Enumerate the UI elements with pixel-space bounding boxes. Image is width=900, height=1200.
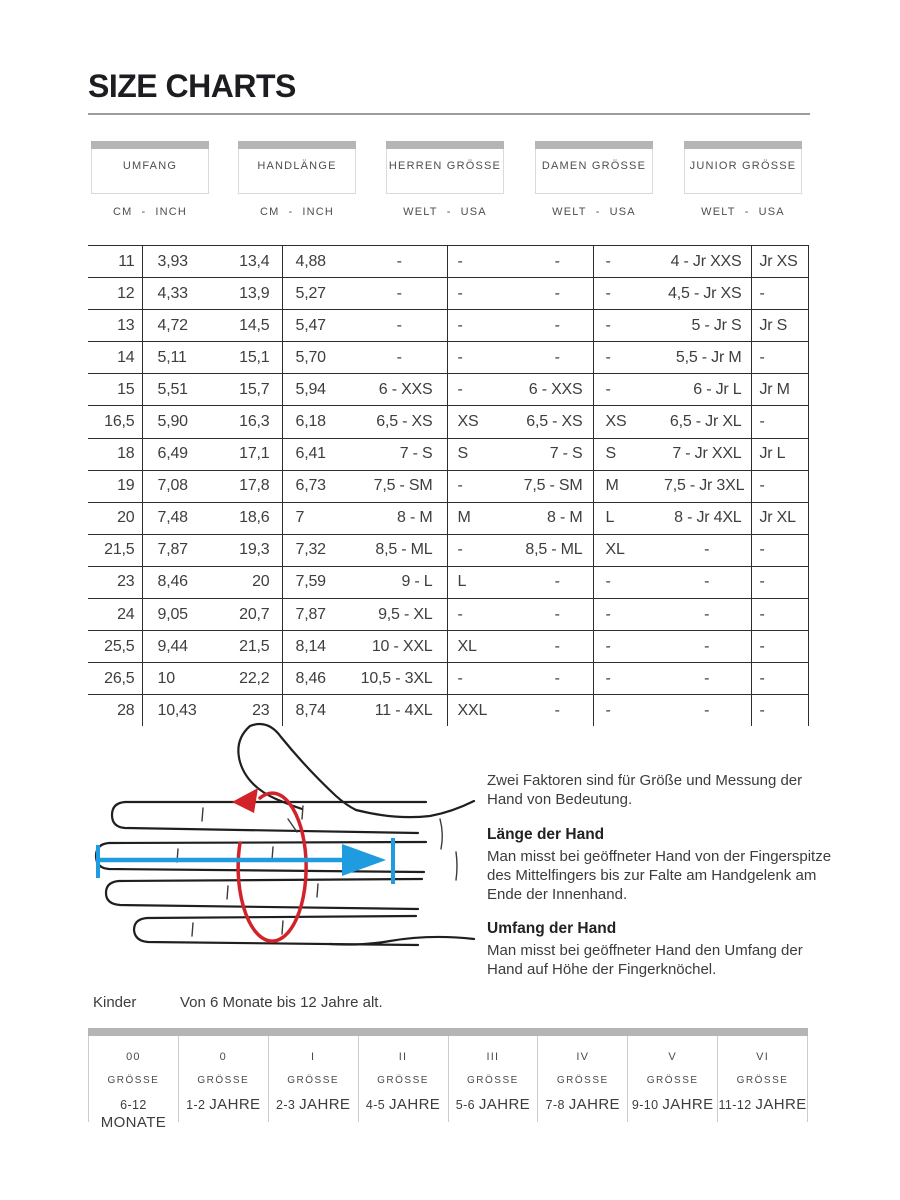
size-table-cell: 20,7 (212, 599, 282, 631)
header-gray-bar (684, 141, 802, 149)
size-table-cell: 4,72 (142, 310, 212, 342)
unit-separator: - (744, 206, 750, 218)
units-herren (386, 206, 504, 218)
kids-age-range (269, 1096, 358, 1114)
size-table-cell: 17,1 (212, 438, 282, 470)
size-table-cell: 7,5 - SM (352, 470, 447, 502)
kids-intro-row (93, 994, 383, 1011)
size-table-cell: 19,3 (212, 534, 282, 566)
kids-unit-label: GRÖSSE (467, 1075, 519, 1086)
size-table-cell: 10,5 - 3XL (352, 663, 447, 695)
unit-right: INCH (302, 206, 335, 218)
size-table-body (88, 246, 808, 727)
units-umfang (91, 206, 209, 218)
size-table-cell: 13,9 (212, 278, 282, 310)
finger-crease (227, 886, 228, 899)
size-table-cell: - (663, 599, 751, 631)
size-table-row (88, 663, 808, 695)
kids-age-word: JAHRE (389, 1096, 441, 1113)
kids-unit-label: GRÖSSE (197, 1075, 250, 1086)
column-header-junior (684, 141, 802, 194)
kids-age-number: 2-3 (276, 1098, 300, 1112)
size-table-cell: - (751, 470, 808, 502)
size-table-cell: 21,5 (212, 631, 282, 663)
size-table-cell: 7,08 (142, 470, 212, 502)
size-table-cell: 5,11 (142, 342, 212, 374)
size-table-cell: - (751, 534, 808, 566)
size-table-cell: 7 - S (352, 438, 447, 470)
group-label: DAMEN GRÖSSE (541, 160, 647, 172)
kids-age-word: JAHRE (662, 1096, 714, 1113)
size-table-cell: M (593, 470, 663, 502)
size-table-cell: Jr L (751, 438, 808, 470)
hand-top-edge (356, 801, 474, 817)
size-table-cell: - (663, 534, 751, 566)
finger-crease (317, 884, 318, 897)
size-table-cell: M (447, 502, 522, 534)
kids-size-cell (179, 1036, 269, 1122)
size-table-cell: - (447, 470, 522, 502)
size-table-cell: 8,46 (282, 663, 352, 695)
size-table-cell: - (593, 663, 663, 695)
size-table-cell: 19 (88, 470, 142, 502)
kids-size-cell (89, 1036, 179, 1131)
size-table-cell: 4,33 (142, 278, 212, 310)
column-header-handlaenge (238, 141, 356, 194)
ring-finger (106, 879, 422, 909)
kids-age-number: 4-5 (365, 1098, 390, 1112)
size-table-cell: 4 - Jr XXS (663, 246, 751, 278)
size-table-row (88, 342, 808, 374)
size-table-cell: Jr S (751, 310, 808, 342)
size-table-cell: 4,88 (282, 246, 352, 278)
size-table-cell: 8,5 - ML (352, 534, 447, 566)
size-table-cell: - (663, 663, 751, 695)
size-table-cell: 6,49 (142, 438, 212, 470)
size-table-row (88, 502, 808, 534)
size-table-cell: 5,27 (282, 278, 352, 310)
size-table-cell: - (593, 695, 663, 727)
size-table-cell: 11 (88, 246, 142, 278)
kids-size-cell (269, 1036, 359, 1122)
size-table-cell: - (522, 599, 593, 631)
size-table-cell: XL (447, 631, 522, 663)
page-title: SIZE CHARTS (88, 68, 296, 104)
size-table-cell: - (522, 566, 593, 598)
size-table-cell: - (522, 631, 593, 663)
unit-left: WELT (701, 206, 736, 218)
size-table-cell: - (593, 631, 663, 663)
size-table-cell: 6 - XXS (352, 374, 447, 406)
kids-age-number: 6-12 (120, 1098, 147, 1112)
size-table-cell: - (352, 278, 447, 310)
size-table-cell: - (663, 631, 751, 663)
kids-unit-label: GRÖSSE (377, 1075, 429, 1086)
size-table-cell: 9,44 (142, 631, 212, 663)
measure-info (487, 771, 832, 994)
kids-age-word: JAHRE (478, 1096, 531, 1113)
size-table-cell: 18 (88, 438, 142, 470)
kids-age-number: 7-8 (545, 1098, 569, 1112)
size-table-cell: - (447, 374, 522, 406)
hand-measure-illustration (88, 712, 483, 984)
size-table-cell: XXL (447, 695, 522, 727)
kids-size-table (88, 1028, 808, 1131)
group-label: JUNIOR GRÖSSE (689, 160, 797, 172)
units-damen (535, 206, 653, 218)
size-table-cell: 7 - S (522, 438, 593, 470)
wrist-crease (440, 819, 442, 849)
kids-age-number: 9-10 (631, 1098, 663, 1112)
measure-intro: Zwei Faktoren sind für Größe und Messung der Hand von Bedeutung. (487, 772, 803, 808)
size-table-cell: 8 - M (352, 502, 447, 534)
finger-crease (302, 806, 303, 819)
kids-size-code: III (486, 1051, 500, 1063)
column-header-damen (535, 141, 653, 194)
size-table-cell: S (447, 438, 522, 470)
header-gray-bar (535, 141, 653, 149)
size-table-cell: - (522, 663, 593, 695)
unit-left: CM (259, 206, 280, 218)
measure-heading-umfang: Umfang der Hand (487, 920, 617, 937)
kids-age-range (89, 1096, 178, 1132)
thumb-inner (250, 724, 356, 810)
size-table-row (88, 631, 808, 663)
kids-age-word: JAHRE (755, 1096, 807, 1113)
kids-description: Von 6 Monate bis 12 Jahre alt. (180, 994, 383, 1011)
size-table-cell: 8 - M (522, 502, 593, 534)
header-gray-bar (91, 141, 209, 149)
size-table-row (88, 438, 808, 470)
kids-size-code: I (311, 1051, 316, 1063)
size-table-cell: - (447, 310, 522, 342)
size-table-cell: - (751, 566, 808, 598)
size-table-cell: 8,14 (282, 631, 352, 663)
size-table-cell: S (593, 438, 663, 470)
kids-size-cell (538, 1036, 628, 1122)
size-table-cell: 10,43 (142, 695, 212, 727)
size-table-cell: 25,5 (88, 631, 142, 663)
size-table-cell: - (522, 695, 593, 727)
kids-unit-label: GRÖSSE (556, 1075, 609, 1086)
size-table-cell: 15 (88, 374, 142, 406)
kids-size-code: 0 (219, 1051, 227, 1063)
measure-heading-laenge: Länge der Hand (487, 826, 605, 843)
size-table-cell: 10 - XXL (352, 631, 447, 663)
kids-size-code: V (668, 1051, 677, 1063)
size-table-cell: - (352, 246, 447, 278)
size-table-row (88, 246, 808, 278)
size-table-cell: 23 (212, 695, 282, 727)
size-table-cell: 17,8 (212, 470, 282, 502)
unit-right: USA (758, 206, 785, 218)
kids-age-number: 1-2 (186, 1098, 210, 1112)
kids-gray-bar (88, 1028, 808, 1036)
size-table-cell: 20 (212, 566, 282, 598)
size-table-cell: 6,41 (282, 438, 352, 470)
size-table-cell: - (522, 342, 593, 374)
kids-age-range (538, 1096, 627, 1114)
size-table-cell: Jr XL (751, 502, 808, 534)
wrist-crease (456, 852, 457, 880)
size-table-cell: - (522, 246, 593, 278)
size-table-cell: - (593, 342, 663, 374)
size-table-cell: 9 - L (352, 566, 447, 598)
size-table-cell: 5,51 (142, 374, 212, 406)
size-table-cell: 14 (88, 342, 142, 374)
size-table-row (88, 470, 808, 502)
size-table-cell: - (522, 278, 593, 310)
size-table-cell: 11 - 4XL (352, 695, 447, 727)
circumference-arrowhead (232, 788, 258, 813)
hand-length-arrow (98, 838, 393, 884)
size-table-cell: 7,87 (282, 599, 352, 631)
size-table-cell: L (447, 566, 522, 598)
size-table-cell: Jr M (751, 374, 808, 406)
size-table-cell: - (663, 566, 751, 598)
size-table-cell: - (352, 342, 447, 374)
size-table-cell: - (447, 663, 522, 695)
kids-age-range (179, 1096, 268, 1114)
kids-unit-label: GRÖSSE (107, 1075, 160, 1086)
size-table-cell: - (593, 566, 663, 598)
size-table-cell: Jr XS (751, 246, 808, 278)
hand-illustration-svg (88, 712, 483, 984)
size-table-cell: 16,5 (88, 406, 142, 438)
kids-age-word: JAHRE (209, 1096, 261, 1113)
kids-age-word: JAHRE (568, 1096, 620, 1113)
size-table-cell: - (593, 310, 663, 342)
size-table-cell: 8,46 (142, 566, 212, 598)
size-table-cell: 7,32 (282, 534, 352, 566)
size-table-cell: 5 - Jr S (663, 310, 751, 342)
kids-unit-label: GRÖSSE (736, 1075, 789, 1086)
size-table-cell: - (447, 342, 522, 374)
size-table-cell: - (751, 663, 808, 695)
size-table-row (88, 599, 808, 631)
size-table-cell: 7,5 - Jr 3XL (663, 470, 751, 502)
kids-label: Kinder (93, 994, 137, 1011)
size-table-cell: 16,3 (212, 406, 282, 438)
size-table-cell: - (447, 534, 522, 566)
measure-body-laenge: Man misst bei geöffneter Hand von der Fingerspitze des Mittelfingers bis zur Falte am Handgelenk am Ende der Innenhand. (487, 848, 832, 903)
size-table-cell: XS (447, 406, 522, 438)
size-table-row (88, 374, 808, 406)
size-table-cell: 7,48 (142, 502, 212, 534)
kids-size-code: 00 (126, 1051, 141, 1063)
size-table-row (88, 278, 808, 310)
size-table-cell: 18,6 (212, 502, 282, 534)
size-table-cell: 7,87 (142, 534, 212, 566)
unit-separator: - (141, 206, 147, 218)
unit-right: USA (609, 206, 636, 218)
size-table-cell: 20 (88, 502, 142, 534)
size-table-cell: 15,1 (212, 342, 282, 374)
size-table-cell: 5,47 (282, 310, 352, 342)
size-table-cell: 6 - Jr L (663, 374, 751, 406)
size-table-row (88, 534, 808, 566)
kids-age-number: 5-6 (455, 1098, 479, 1112)
size-table-cell: 23 (88, 566, 142, 598)
size-table-cell: 5,90 (142, 406, 212, 438)
group-label: HERREN GRÖSSE (388, 160, 502, 172)
size-table-cell: 12 (88, 278, 142, 310)
size-table-cell: 21,5 (88, 534, 142, 566)
size-table-cell: 6,73 (282, 470, 352, 502)
size-table (88, 245, 809, 726)
kids-size-cell (718, 1036, 808, 1122)
column-header-umfang (91, 141, 209, 194)
size-table-cell: 6 - XXS (522, 374, 593, 406)
size-table-cell: - (593, 246, 663, 278)
size-table-cell: 5,70 (282, 342, 352, 374)
size-table-cell: - (751, 599, 808, 631)
measure-body-umfang: Man misst bei geöffneter Hand den Umfang der Hand auf Höhe der Fingerknöchel. (487, 942, 803, 978)
units-handlaenge (238, 206, 356, 218)
size-table-cell: 9,5 - XL (352, 599, 447, 631)
index-finger (112, 802, 426, 833)
unit-separator: - (595, 206, 601, 218)
kids-size-code: IV (576, 1051, 590, 1063)
kids-unit-label: GRÖSSE (287, 1075, 340, 1086)
size-table-cell: 5,5 - Jr M (663, 342, 751, 374)
size-table-cell: - (447, 278, 522, 310)
size-table-row (88, 406, 808, 438)
size-table-cell: - (593, 278, 663, 310)
circumference-loop (238, 793, 306, 941)
header-gray-bar (238, 141, 356, 149)
unit-separator: - (288, 206, 294, 218)
size-table-cell: - (447, 599, 522, 631)
kids-age-word: JAHRE (299, 1096, 351, 1113)
finger-crease (192, 923, 193, 936)
size-table-cell: - (593, 374, 663, 406)
size-table-cell: 4,5 - Jr XS (663, 278, 751, 310)
size-table-cell: 24 (88, 599, 142, 631)
unit-left: CM (112, 206, 133, 218)
hand-outline (96, 724, 474, 945)
size-table-cell: 7,59 (282, 566, 352, 598)
size-table-row (88, 310, 808, 342)
size-table-cell: - (522, 310, 593, 342)
unit-left: WELT (403, 206, 438, 218)
size-table-cell: L (593, 502, 663, 534)
size-table-cell: XS (593, 406, 663, 438)
size-table-cell: 8 - Jr 4XL (663, 502, 751, 534)
size-table-cell: 28 (88, 695, 142, 727)
size-table-cell: 8,74 (282, 695, 352, 727)
size-table-cell: 7 - Jr XXL (663, 438, 751, 470)
header-gray-bar (386, 141, 504, 149)
size-table-cell: 13,4 (212, 246, 282, 278)
size-table-cell: 8,5 - ML (522, 534, 593, 566)
group-label: HANDLÄNGE (257, 160, 337, 172)
size-table-cell: - (663, 695, 751, 727)
size-table-cell: - (751, 342, 808, 374)
group-label: UMFANG (122, 160, 178, 172)
size-table-cell: - (751, 695, 808, 727)
finger-crease (202, 808, 203, 821)
size-table-cell: 9,05 (142, 599, 212, 631)
size-table-cell: - (593, 599, 663, 631)
finger-crease (282, 921, 283, 934)
size-table-cell: - (447, 246, 522, 278)
kids-cells (88, 1036, 808, 1131)
kids-age-range (359, 1096, 448, 1114)
size-table-cell: XL (593, 534, 663, 566)
kids-size-code: II (398, 1051, 408, 1063)
kids-age-range (449, 1096, 538, 1114)
units-junior (684, 206, 802, 218)
unit-right: INCH (155, 206, 188, 218)
size-table-cell: 5,94 (282, 374, 352, 406)
size-table-row (88, 566, 808, 598)
size-table-cell: 6,5 - XS (352, 406, 447, 438)
size-table-cell: 3,93 (142, 246, 212, 278)
size-table-cell: 7,5 - SM (522, 470, 593, 502)
unit-separator: - (446, 206, 452, 218)
size-table-cell: - (751, 406, 808, 438)
kids-age-range (628, 1096, 717, 1114)
kids-age-word: MONATE (100, 1114, 167, 1131)
kids-size-cell (359, 1036, 449, 1122)
column-header-herren (386, 141, 504, 194)
size-table-cell: 6,5 - Jr XL (663, 406, 751, 438)
size-table-cell: 10 (142, 663, 212, 695)
size-table-cell: - (352, 310, 447, 342)
size-table-cell: 13 (88, 310, 142, 342)
kids-age-number: 11-12 (718, 1098, 756, 1112)
title-divider (88, 113, 810, 115)
size-table-cell: 22,2 (212, 663, 282, 695)
kids-age-range (718, 1096, 807, 1114)
size-table-cell: - (751, 631, 808, 663)
size-table-cell: 14,5 (212, 310, 282, 342)
size-table-cell: - (751, 278, 808, 310)
kids-size-cell (449, 1036, 539, 1122)
size-table-cell: 26,5 (88, 663, 142, 695)
unit-right: USA (460, 206, 487, 218)
size-table-cell: 7 (282, 502, 352, 534)
size-table-cell: 6,5 - XS (522, 406, 593, 438)
unit-left: WELT (552, 206, 587, 218)
size-table-cell: 6,18 (282, 406, 352, 438)
kids-size-cell (628, 1036, 718, 1122)
kids-size-code: VI (756, 1051, 769, 1063)
kids-unit-label: GRÖSSE (646, 1075, 699, 1086)
size-table-cell: 15,7 (212, 374, 282, 406)
